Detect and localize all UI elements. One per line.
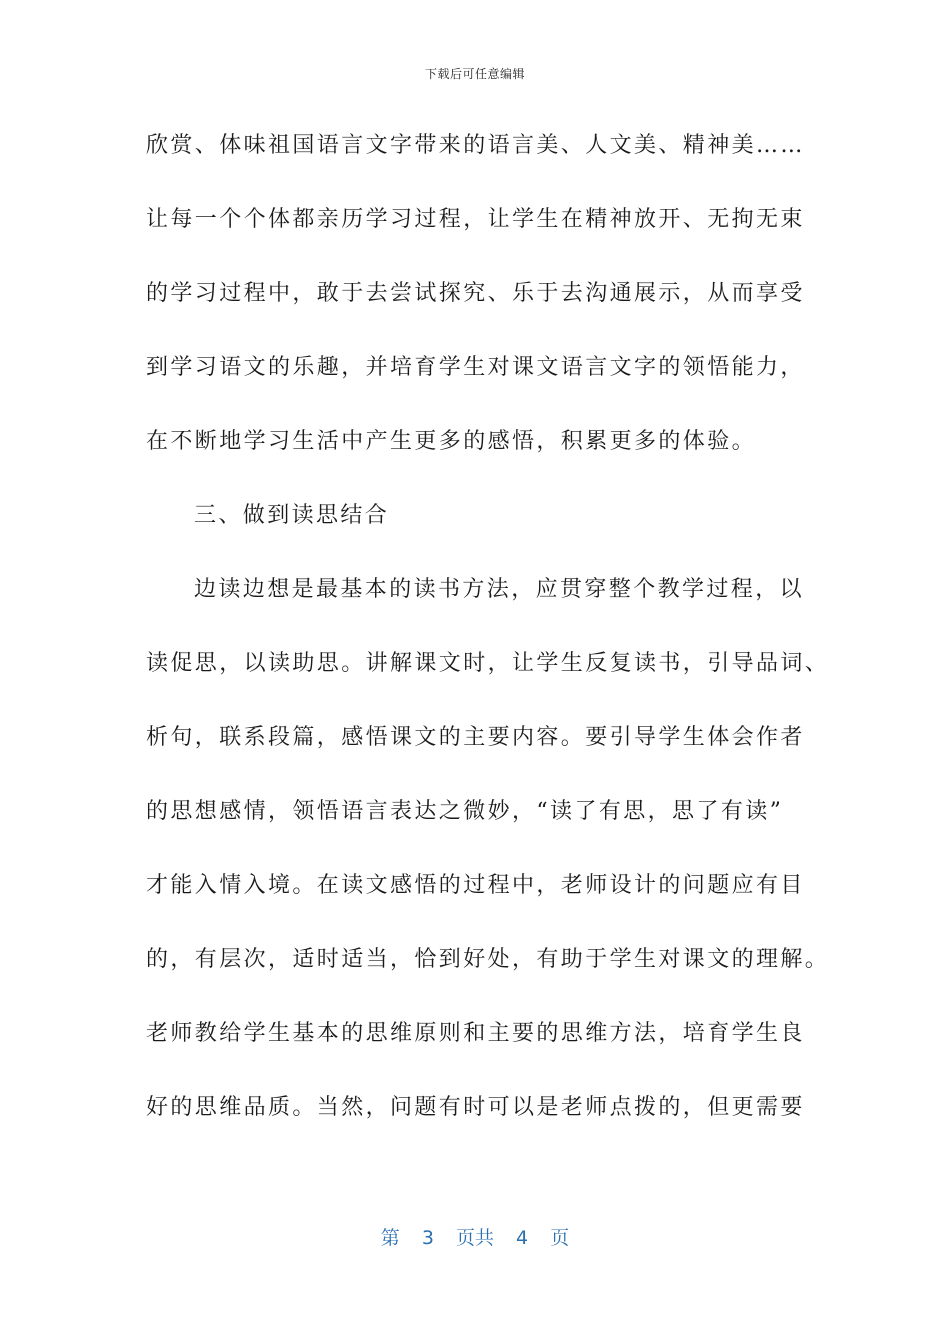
section-heading: 三、做到读思结合 — [194, 503, 390, 528]
body-line-2: 让每一个个体都亲历学习过程，让学生在精神放开、无拘无束 — [146, 207, 805, 232]
page-total-number: 4 — [516, 1227, 529, 1249]
body-line-14: 好的思维品质。当然，问题有时可以是老师点拨的，但更需要 — [146, 1095, 805, 1120]
page-middle: 页共 — [455, 1227, 494, 1249]
body-line-1: 欣赏、体味祖国语言文字带来的语言美、人文美、精神美…… — [146, 133, 805, 158]
body-line-10: 的思想感情，领悟语言表达之微妙，“读了有思，思了有读” — [146, 799, 784, 824]
body-line-12: 的，有层次，适时适当，恰到好处，有助于学生对课文的理解。 — [146, 947, 830, 972]
body-line-3: 的学习过程中，敢于去尝试探究、乐于去沟通展示，从而享受 — [146, 281, 805, 306]
page-header: 下载后可任意编辑 — [424, 67, 525, 81]
page-suffix: 页 — [550, 1227, 570, 1249]
body-line-4: 到学习语文的乐趣，并培育学生对课文语言文字的领悟能力， — [146, 355, 805, 380]
body-line-9: 析句，联系段篇，感悟课文的主要内容。要引导学生体会作者 — [146, 725, 805, 750]
body-line-11: 才能入情入境。在读文感悟的过程中，老师设计的问题应有目 — [146, 873, 805, 898]
body-line-7: 边读边想是最基本的读书方法，应贯穿整个教学过程，以 — [194, 577, 805, 602]
page-current-number: 3 — [421, 1227, 434, 1249]
document-body — [146, 118, 830, 1154]
body-line-5: 在不断地学习生活中产生更多的感悟，积累更多的体验。 — [146, 429, 757, 454]
body-line-8: 读促思，以读助思。讲解课文时，让学生反复读书，引导品词、 — [146, 651, 830, 676]
body-line-13: 老师教给学生基本的思维原则和主要的思维方法，培育学生良 — [146, 1021, 805, 1046]
page-footer — [0, 1225, 950, 1251]
page-prefix: 第 — [380, 1227, 400, 1249]
